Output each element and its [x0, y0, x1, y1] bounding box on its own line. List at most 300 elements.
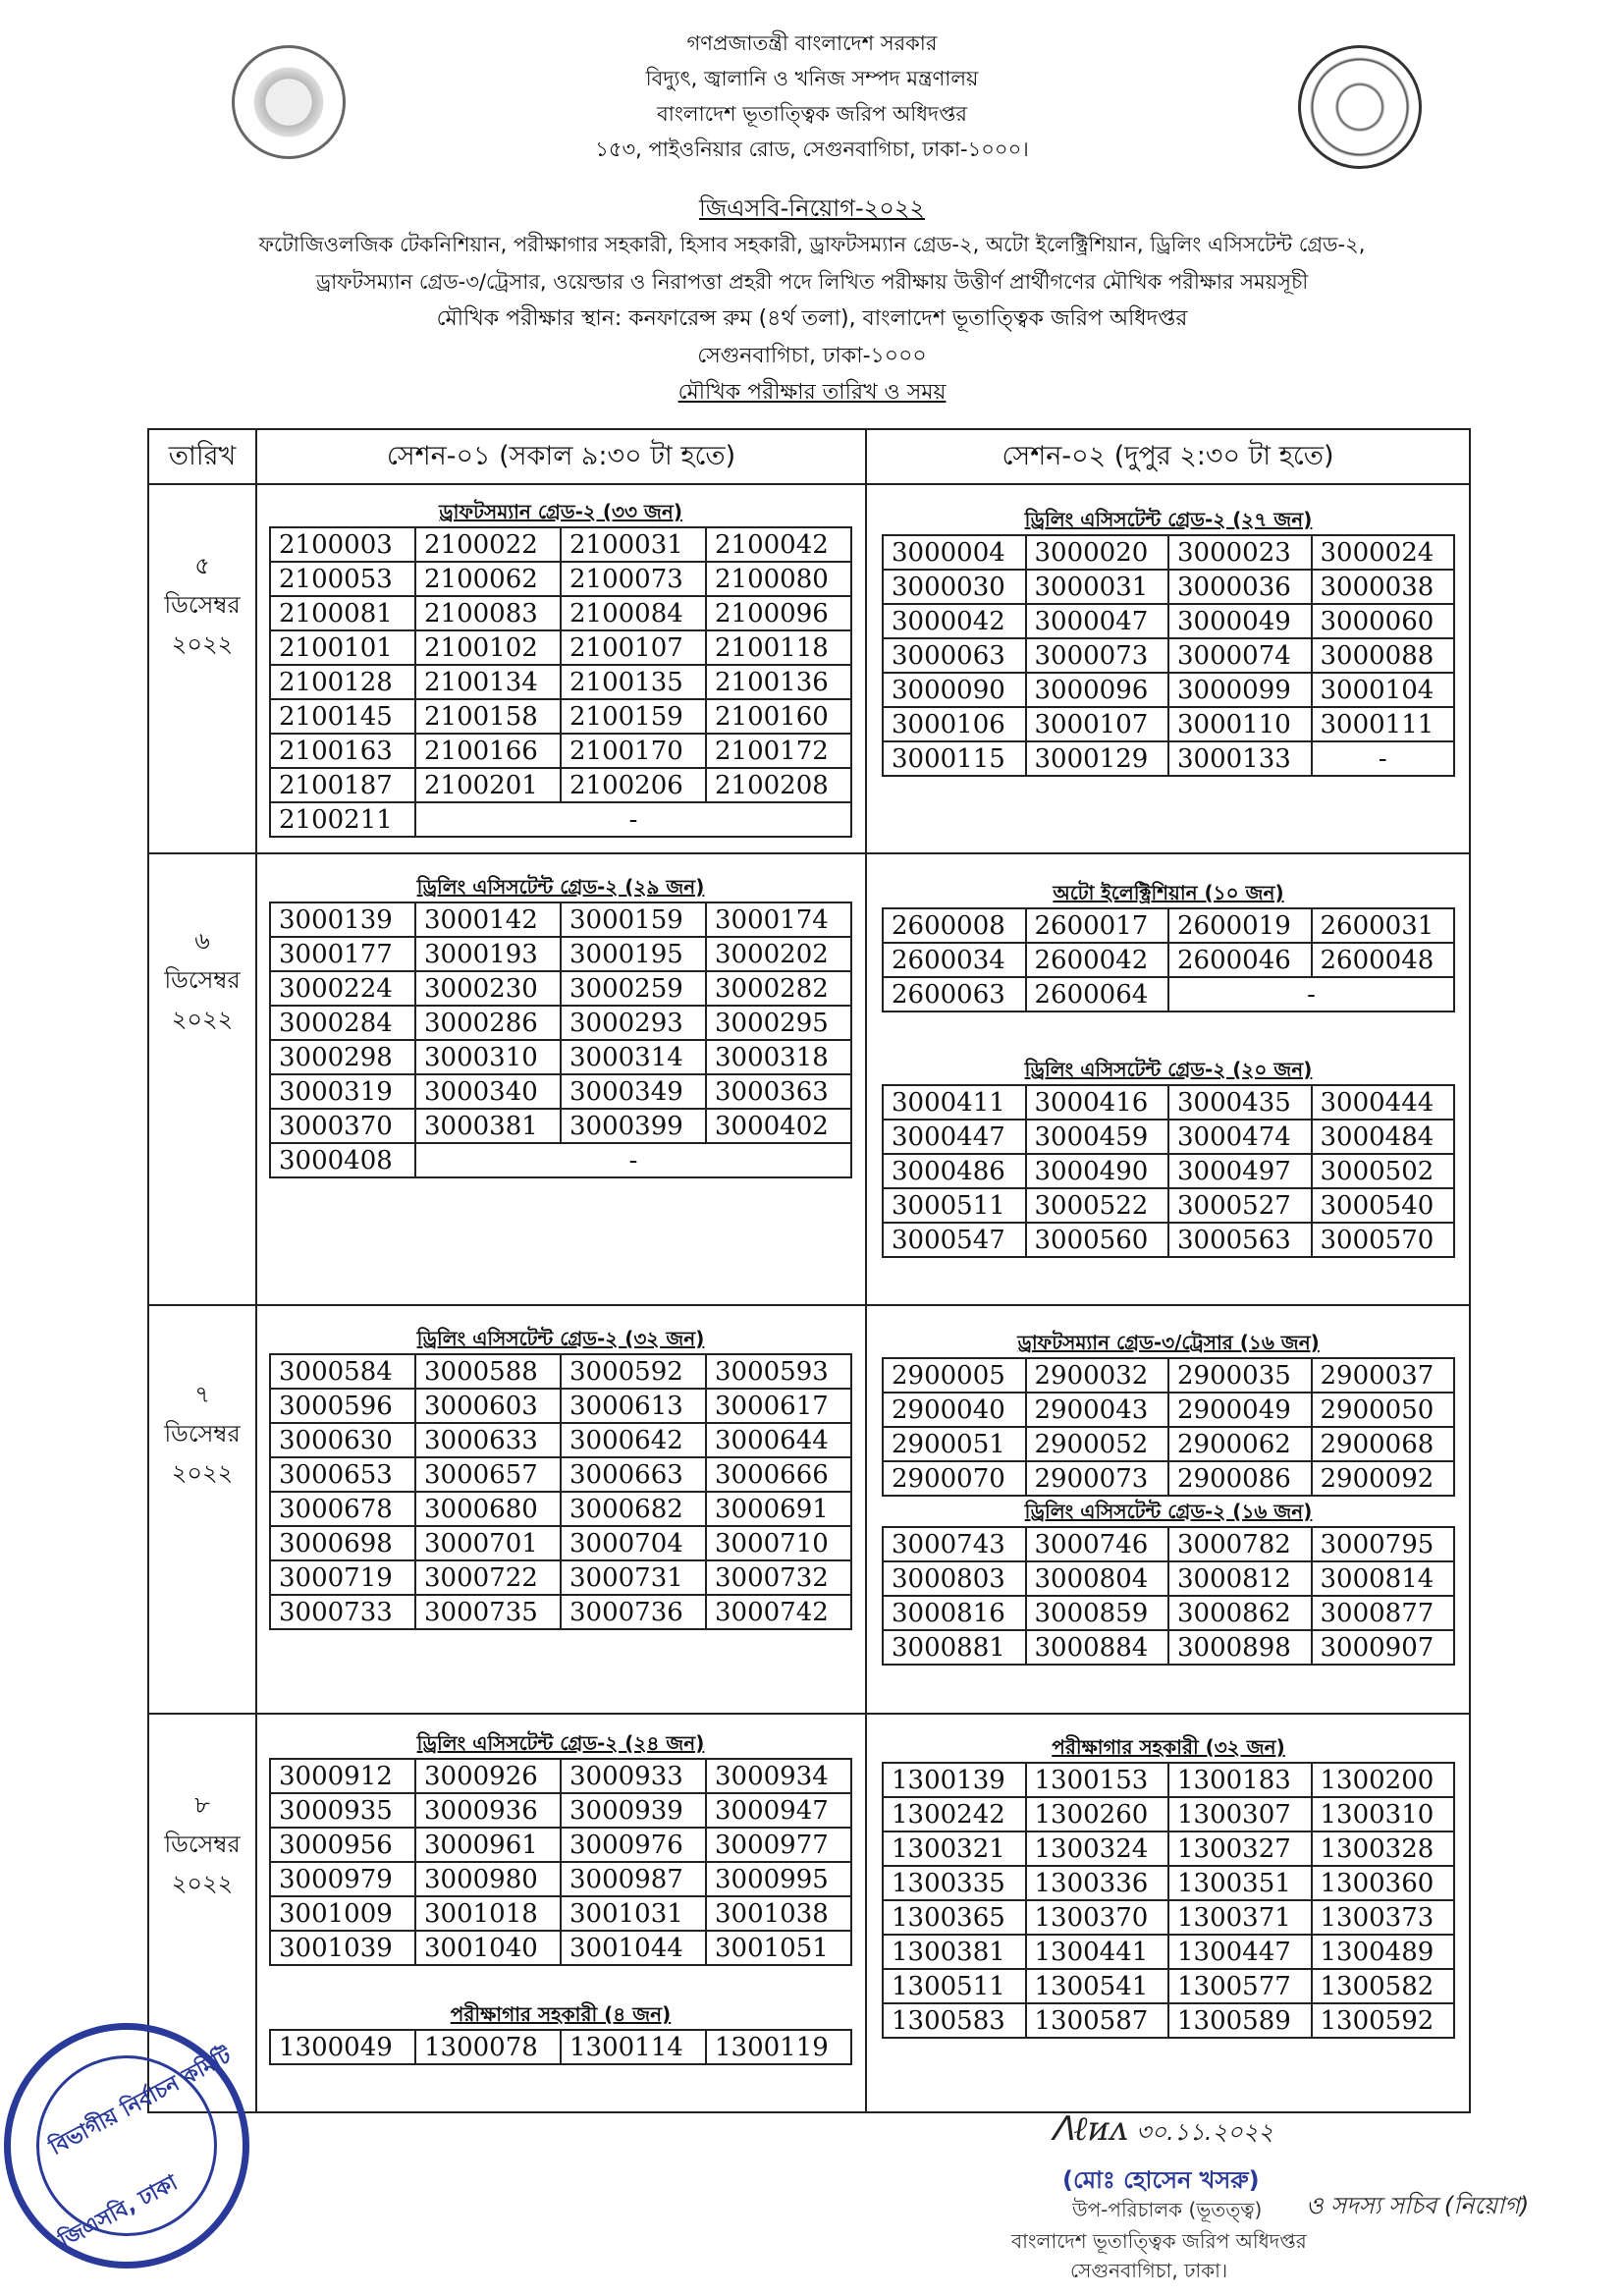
roll-number-cell: 1300242 — [883, 1797, 1026, 1831]
roll-number-cell: 3000678 — [270, 1492, 415, 1526]
table-row — [270, 1896, 851, 1931]
roll-number-cell: 1300119 — [706, 2030, 851, 2064]
roll-number-cell: 1300335 — [883, 1866, 1026, 1900]
roll-number-table — [269, 2029, 852, 2065]
committee-stamp — [4, 2023, 249, 2269]
roll-number-cell: 3000613 — [561, 1389, 706, 1423]
table-row — [883, 1461, 1454, 1496]
roll-number-cell: 2900051 — [883, 1427, 1026, 1461]
table-row — [883, 1630, 1454, 1665]
table-row — [883, 1900, 1454, 1935]
roll-number-cell: 3000570 — [1312, 1223, 1455, 1257]
table-row — [270, 1040, 851, 1074]
table-row — [883, 1188, 1454, 1223]
roll-number-cell: 3000733 — [270, 1595, 415, 1629]
row-divider — [149, 483, 1469, 485]
roll-number-cell: 3000596 — [270, 1389, 415, 1423]
roll-number-cell: 3000898 — [1168, 1630, 1312, 1665]
roll-group-drilling-grade2 — [269, 1324, 852, 1630]
roll-number-cell: 1300381 — [883, 1935, 1026, 1969]
roll-number-cell: 3000987 — [561, 1862, 706, 1896]
roll-number-cell: 3000979 — [270, 1862, 415, 1896]
roll-number-cell: 3000502 — [1312, 1154, 1455, 1188]
roll-number-table — [269, 1758, 852, 1966]
table-row — [883, 1763, 1454, 1797]
roll-number-cell: 1300049 — [270, 2030, 415, 2064]
date-day: ৮ — [194, 1791, 210, 1819]
table-row — [883, 1596, 1454, 1630]
date-cell — [149, 1375, 255, 1493]
table-row — [883, 570, 1454, 604]
roll-number-cell: 3000115 — [883, 741, 1026, 776]
table-row — [270, 1931, 851, 1965]
roll-number-cell: 1300589 — [1168, 2003, 1312, 2038]
roll-number-cell: 3000782 — [1168, 1527, 1312, 1561]
roll-number-cell: 3000195 — [561, 937, 706, 971]
roll-number-cell: 1300582 — [1312, 1969, 1455, 2003]
table-row — [883, 1358, 1454, 1393]
roll-number-cell: 3000588 — [415, 1354, 561, 1389]
roll-number-cell: 3000743 — [883, 1527, 1026, 1561]
date-column-header: তারিখ — [168, 441, 237, 471]
table-row — [270, 937, 851, 971]
roll-number-cell: 3000527 — [1168, 1188, 1312, 1223]
roll-number-cell: 3000912 — [270, 1759, 415, 1793]
date-year: ২০২২ — [171, 630, 234, 658]
roll-number-cell: 3000936 — [415, 1793, 561, 1828]
row-divider — [149, 852, 1469, 854]
table-row — [883, 535, 1454, 570]
table-row — [883, 1797, 1454, 1831]
roll-number-cell: 3000310 — [415, 1040, 561, 1074]
date-year: ২০২২ — [171, 1870, 234, 1897]
roll-number-cell: 3000088 — [1312, 638, 1455, 673]
roll-number-cell: 3000286 — [415, 1006, 561, 1040]
empty-cell: - — [415, 1143, 851, 1177]
roll-number-table — [882, 1526, 1455, 1666]
table-row — [883, 1866, 1454, 1900]
signature-date-text: ৩০.১১.২০২২ — [1135, 2118, 1273, 2146]
roll-number-cell: 2100042 — [706, 527, 851, 562]
roll-number-cell: 2900035 — [1168, 1358, 1312, 1393]
date-cell — [149, 546, 255, 664]
table-row — [270, 562, 851, 596]
roll-number-cell: 3000884 — [1026, 1630, 1169, 1665]
table-row — [883, 1120, 1454, 1154]
roll-number-cell: 3000363 — [706, 1074, 851, 1109]
roll-number-cell: 1300351 — [1168, 1866, 1312, 1900]
letterhead-line-2: বিদ্যুৎ, জ্বালানি ও খনিজ সম্পদ মন্ত্রণালয় — [645, 67, 979, 90]
roll-number-cell: 2100160 — [706, 699, 851, 734]
roll-number-cell: 3001018 — [415, 1896, 561, 1931]
roll-number-cell: 2100022 — [415, 527, 561, 562]
roll-number-cell: 1300153 — [1026, 1763, 1169, 1797]
group-title: ড্রিলিং এসিসটেন্ট গ্রেড-২ (২৯ জন) — [416, 875, 705, 899]
table-row — [883, 741, 1454, 776]
roll-number-cell: 2600031 — [1312, 908, 1455, 943]
roll-number-table — [882, 1762, 1455, 2039]
empty-cell: - — [1312, 741, 1455, 776]
group-title: ড্রাফটসম্যান গ্রেড-২ (৩৩ জন) — [439, 500, 682, 523]
group-title: ড্রিলিং এসিসটেন্ট গ্রেড-২ (২৪ জন) — [416, 1731, 705, 1755]
roll-number-cell: 3000980 — [415, 1862, 561, 1896]
roll-number-cell: 3000474 — [1168, 1120, 1312, 1154]
roll-number-cell: 1300371 — [1168, 1900, 1312, 1935]
group-title: ড্রিলিং এসিসটেন্ট গ্রেড-২ (২৭ জন) — [1024, 508, 1313, 531]
signatory-designation: উপ-পরিচালক (ভূতত্ত্ব) — [1072, 2198, 1263, 2221]
date-year: ২০২২ — [171, 1006, 234, 1033]
roll-number-cell: 2100163 — [270, 734, 415, 768]
roll-number-cell: 2900037 — [1312, 1358, 1455, 1393]
roll-number-cell: 3000111 — [1312, 707, 1455, 741]
roll-number-cell: 3000698 — [270, 1526, 415, 1560]
roll-number-cell: 3000063 — [883, 638, 1026, 673]
roll-number-cell: 1300370 — [1026, 1900, 1169, 1935]
roll-number-cell: 3000977 — [706, 1828, 851, 1862]
column-divider — [865, 430, 867, 2111]
roll-number-cell: 3000642 — [561, 1423, 706, 1457]
table-row — [883, 707, 1454, 741]
roll-number-cell: 2100080 — [706, 562, 851, 596]
table-row — [270, 1828, 851, 1862]
roll-number-cell: 2900040 — [883, 1393, 1026, 1427]
roll-number-cell: 1300327 — [1168, 1831, 1312, 1866]
roll-number-cell: 3000129 — [1026, 741, 1169, 776]
roll-number-cell: 3000295 — [706, 1006, 851, 1040]
roll-number-cell: 3000230 — [415, 971, 561, 1006]
roll-number-cell: 3000710 — [706, 1526, 851, 1560]
table-row — [883, 908, 1454, 943]
table-row — [883, 1561, 1454, 1596]
roll-number-cell: 3000370 — [270, 1109, 415, 1143]
roll-number-cell: 3000497 — [1168, 1154, 1312, 1188]
roll-number-cell: 1300310 — [1312, 1797, 1455, 1831]
roll-number-cell: 3000023 — [1168, 535, 1312, 570]
roll-number-cell: 3000381 — [415, 1109, 561, 1143]
roll-number-cell: 2900070 — [883, 1461, 1026, 1496]
roll-number-cell: 2100211 — [270, 802, 415, 837]
roll-number-cell: 2900073 — [1026, 1461, 1169, 1496]
roll-number-cell: 2100107 — [561, 630, 706, 665]
table-row — [270, 1389, 851, 1423]
table-row — [270, 665, 851, 699]
roll-number-cell: 2900052 — [1026, 1427, 1169, 1461]
roll-number-cell: 1300336 — [1026, 1866, 1169, 1900]
roll-number-cell: 3000411 — [883, 1085, 1026, 1120]
roll-number-cell: 1300307 — [1168, 1797, 1312, 1831]
roll-number-cell: 3000803 — [883, 1561, 1026, 1596]
roll-number-cell: 3000444 — [1312, 1085, 1455, 1120]
roll-number-cell: 2100136 — [706, 665, 851, 699]
roll-number-cell: 3000024 — [1312, 535, 1455, 570]
roll-number-cell: 2600046 — [1168, 943, 1312, 977]
column-divider — [255, 430, 257, 2111]
roll-group-drafts-grade2 — [269, 497, 852, 838]
table-row — [270, 1759, 851, 1793]
roll-number-cell: 1300489 — [1312, 1935, 1455, 1969]
roll-number-cell: 3000298 — [270, 1040, 415, 1074]
roll-number-cell: 2100206 — [561, 768, 706, 802]
table-row — [270, 1457, 851, 1492]
roll-number-cell: 3000284 — [270, 1006, 415, 1040]
table-row — [270, 802, 851, 837]
roll-number-cell: 2600064 — [1026, 977, 1169, 1011]
roll-number-cell: 3000933 — [561, 1759, 706, 1793]
roll-number-cell: 3000935 — [270, 1793, 415, 1828]
handwritten-signature: ᐱℓᴎᴧ — [1051, 2109, 1129, 2149]
signatory-address: সেগুনবাগিচা, ঢাকা। — [1070, 2259, 1228, 2282]
session-2-header: সেশন-০২ (দুপুর ২:৩০ টা হতে) — [1001, 441, 1334, 471]
roll-number-cell: 2900086 — [1168, 1461, 1312, 1496]
roll-number-table — [269, 1353, 852, 1630]
empty-cell: - — [415, 802, 851, 837]
roll-number-cell: 3000202 — [706, 937, 851, 971]
roll-number-cell: 3000030 — [883, 570, 1026, 604]
roll-number-cell: 3000603 — [415, 1389, 561, 1423]
table-row — [270, 971, 851, 1006]
table-row — [883, 943, 1454, 977]
notice-heading — [0, 191, 1624, 410]
roll-number-cell: 2100118 — [706, 630, 851, 665]
roll-number-cell: 3000408 — [270, 1143, 415, 1177]
roll-number-table — [882, 907, 1455, 1012]
signatory-name: (মোঃ হোসেন খসরু) — [1062, 2166, 1260, 2194]
roll-number-cell: 2900032 — [1026, 1358, 1169, 1393]
roll-number-cell: 3000031 — [1026, 570, 1169, 604]
roll-number-cell: 2600048 — [1312, 943, 1455, 977]
roll-number-cell: 3001039 — [270, 1931, 415, 1965]
date-cell — [149, 921, 255, 1039]
roll-number-table — [882, 1084, 1455, 1258]
roll-number-cell: 3000804 — [1026, 1561, 1169, 1596]
roll-number-cell: 3000402 — [706, 1109, 851, 1143]
signatory-office: বাংলাদেশ ভূতাত্ত্বিক জরিপ অধিদপ্তর — [1011, 2229, 1307, 2253]
roll-number-cell: 3000340 — [415, 1074, 561, 1109]
signature-date — [1051, 2109, 1273, 2154]
roll-number-cell: 2100053 — [270, 562, 415, 596]
roll-number-cell: 3000004 — [883, 535, 1026, 570]
roll-number-table — [882, 534, 1455, 777]
roll-number-cell: 1300139 — [883, 1763, 1026, 1797]
roll-number-cell: 3000314 — [561, 1040, 706, 1074]
roll-number-cell: 3000877 — [1312, 1596, 1455, 1630]
roll-number-cell: 2100031 — [561, 527, 706, 562]
roll-number-cell: 2100158 — [415, 699, 561, 734]
roll-number-cell: 3000722 — [415, 1560, 561, 1595]
roll-number-cell: 3000862 — [1168, 1596, 1312, 1630]
roll-group-drilling-grade2 — [882, 1055, 1455, 1258]
group-title: পরীক্ষাগার সহকারী (৪ জন) — [450, 2002, 672, 2026]
roll-number-cell: 2100166 — [415, 734, 561, 768]
table-row — [270, 902, 851, 937]
roll-number-cell: 3001051 — [706, 1931, 851, 1965]
roll-number-cell: 3000511 — [883, 1188, 1026, 1223]
roll-number-cell: 3000907 — [1312, 1630, 1455, 1665]
group-title: পরীক্ষাগার সহকারী (৩২ জন) — [1052, 1735, 1285, 1759]
table-row — [883, 1969, 1454, 2003]
session-1-header: সেশন-০১ (সকাল ৯:৩০ টা হতে) — [386, 441, 736, 471]
table-row — [883, 977, 1454, 1011]
roll-number-cell: 3000490 — [1026, 1154, 1169, 1188]
letterhead-line-1: গণপ্রজাতন্ত্রী বাংলাদেশ সরকার — [686, 31, 938, 55]
roll-number-cell: 1300373 — [1312, 1900, 1455, 1935]
table-row — [270, 1354, 851, 1389]
roll-number-cell: 2100003 — [270, 527, 415, 562]
table-row — [883, 673, 1454, 707]
roll-number-cell: 1300183 — [1168, 1763, 1312, 1797]
group-title: ড্রিলিং এসিসটেন্ট গ্রেড-২ (১৬ জন) — [1024, 1500, 1313, 1523]
table-row — [270, 527, 851, 562]
roll-number-cell: 1300592 — [1312, 2003, 1455, 2038]
roll-number-cell: 3000682 — [561, 1492, 706, 1526]
roll-number-cell: 3000540 — [1312, 1188, 1455, 1223]
roll-number-cell: 3000319 — [270, 1074, 415, 1109]
table-row — [883, 1085, 1454, 1120]
roll-number-cell: 3000133 — [1168, 741, 1312, 776]
letterhead-line-4: ১৫৩, পাইওনিয়ার রোড, সেগুনবাগিচা, ঢাকা-১০০০। — [595, 137, 1029, 161]
roll-number-cell: 2600008 — [883, 908, 1026, 943]
roll-number-cell: 2100145 — [270, 699, 415, 734]
roll-number-cell: 3000812 — [1168, 1561, 1312, 1596]
roll-number-cell: 1300577 — [1168, 1969, 1312, 2003]
roll-number-cell: 2100101 — [270, 630, 415, 665]
roll-number-cell: 3000995 — [706, 1862, 851, 1896]
roll-number-cell: 2100201 — [415, 768, 561, 802]
roll-number-cell: 3000961 — [415, 1828, 561, 1862]
table-row — [270, 1560, 851, 1595]
roll-number-cell: 1300541 — [1026, 1969, 1169, 2003]
letterhead — [0, 26, 1624, 167]
table-row — [270, 1793, 851, 1828]
roll-number-cell: 3000042 — [883, 604, 1026, 638]
letterhead-line-3: বাংলাদেশ ভূতাত্ত্বিক জরিপ অধিদপ্তর — [657, 102, 967, 126]
roll-number-table — [269, 902, 852, 1178]
roll-number-cell: 3000038 — [1312, 570, 1455, 604]
roll-number-cell: 1300200 — [1312, 1763, 1455, 1797]
roll-number-cell: 3000142 — [415, 902, 561, 937]
roll-number-cell: 3001038 — [706, 1896, 851, 1931]
table-row — [270, 768, 851, 802]
roll-group-lab-assistant — [269, 1999, 852, 2065]
roll-number-cell: 3000447 — [883, 1120, 1026, 1154]
roll-number-cell: 3000934 — [706, 1759, 851, 1793]
roll-number-cell: 3000104 — [1312, 673, 1455, 707]
roll-number-cell: 3000224 — [270, 971, 415, 1006]
roll-number-cell: 1300328 — [1312, 1831, 1455, 1866]
roll-number-cell: 3000047 — [1026, 604, 1169, 638]
roll-number-cell: 3000293 — [561, 1006, 706, 1040]
table-row — [270, 1006, 851, 1040]
date-month: ডিসেম্বর — [164, 1831, 241, 1858]
roll-number-cell: 3000177 — [270, 937, 415, 971]
roll-group-lab-assistant — [882, 1732, 1455, 2039]
roll-number-cell: 3001040 — [415, 1931, 561, 1965]
roll-number-cell: 1300587 — [1026, 2003, 1169, 2038]
roll-number-cell: 3000976 — [561, 1828, 706, 1862]
table-row — [270, 2030, 851, 2064]
roll-number-cell: 2900043 — [1026, 1393, 1169, 1427]
roll-number-cell: 1300324 — [1026, 1831, 1169, 1866]
roll-number-cell: 3000020 — [1026, 535, 1169, 570]
roll-number-cell: 3000926 — [415, 1759, 561, 1793]
roll-number-cell: 3000617 — [706, 1389, 851, 1423]
table-row — [270, 596, 851, 630]
roll-number-cell: 3000653 — [270, 1457, 415, 1492]
table-row — [883, 1935, 1454, 1969]
roll-number-cell: 3000110 — [1168, 707, 1312, 741]
roll-number-cell: 2100102 — [415, 630, 561, 665]
roll-number-cell: 3000742 — [706, 1595, 851, 1629]
roll-number-cell: 3000704 — [561, 1526, 706, 1560]
group-title: ড্রিলিং এসিসটেন্ট গ্রেড-২ (৩২ জন) — [416, 1327, 705, 1350]
roll-number-cell: 3000547 — [883, 1223, 1026, 1257]
table-row — [270, 1109, 851, 1143]
roll-number-cell: 3000435 — [1168, 1085, 1312, 1120]
roll-number-cell: 3000795 — [1312, 1527, 1455, 1561]
roll-number-cell: 3000073 — [1026, 638, 1169, 673]
table-row — [883, 604, 1454, 638]
roll-number-cell: 3000630 — [270, 1423, 415, 1457]
table-row — [270, 699, 851, 734]
roll-number-cell: 2900005 — [883, 1358, 1026, 1393]
roll-number-cell: 3000107 — [1026, 707, 1169, 741]
table-row — [883, 1154, 1454, 1188]
roll-number-cell: 3000106 — [883, 707, 1026, 741]
roll-number-cell: 1300447 — [1168, 1935, 1312, 1969]
roll-group-drilling-grade2 — [269, 1728, 852, 1966]
roll-number-cell: 3000657 — [415, 1457, 561, 1492]
date-year: ২০২২ — [171, 1459, 234, 1487]
roll-number-cell: 3000746 — [1026, 1527, 1169, 1561]
schedule-table — [147, 428, 1471, 2113]
roll-number-cell: 2900049 — [1168, 1393, 1312, 1427]
roll-number-cell: 1300321 — [883, 1831, 1026, 1866]
roll-number-cell: 3000680 — [415, 1492, 561, 1526]
roll-number-cell: 3000282 — [706, 971, 851, 1006]
roll-number-cell: 2900092 — [1312, 1461, 1455, 1496]
table-row — [270, 734, 851, 768]
roll-number-cell: 3000522 — [1026, 1188, 1169, 1223]
date-month: ডিসেম্বর — [164, 591, 241, 619]
table-row — [270, 1595, 851, 1629]
roll-number-cell: 3000416 — [1026, 1085, 1169, 1120]
roll-number-cell: 2600017 — [1026, 908, 1169, 943]
roll-number-cell: 3001031 — [561, 1896, 706, 1931]
roll-number-cell: 2100170 — [561, 734, 706, 768]
date-day: ৭ — [194, 1381, 210, 1408]
roll-number-table — [269, 526, 852, 838]
roll-number-cell: 1300260 — [1026, 1797, 1169, 1831]
roll-number-cell: 3000663 — [561, 1457, 706, 1492]
roll-number-cell: 3000816 — [883, 1596, 1026, 1630]
roll-number-cell: 3000174 — [706, 902, 851, 937]
signatory-role-handwritten: ও সদস্য সচিব (নিয়োগ) — [1306, 2192, 1530, 2219]
roll-number-cell: 3000049 — [1168, 604, 1312, 638]
roll-group-drilling-grade2 — [882, 505, 1455, 777]
roll-number-cell: 2600019 — [1168, 908, 1312, 943]
roll-number-cell: 3000947 — [706, 1793, 851, 1828]
table-row — [883, 638, 1454, 673]
roll-number-cell: 3000096 — [1026, 673, 1169, 707]
roll-number-cell: 3000735 — [415, 1595, 561, 1629]
roll-number-cell: 3000939 — [561, 1793, 706, 1828]
roll-number-cell: 3000859 — [1026, 1596, 1169, 1630]
roll-number-cell: 3000074 — [1168, 638, 1312, 673]
table-row — [883, 1427, 1454, 1461]
roll-number-cell: 3000159 — [561, 902, 706, 937]
roll-number-cell: 2100073 — [561, 562, 706, 596]
roll-number-cell: 3000881 — [883, 1630, 1026, 1665]
